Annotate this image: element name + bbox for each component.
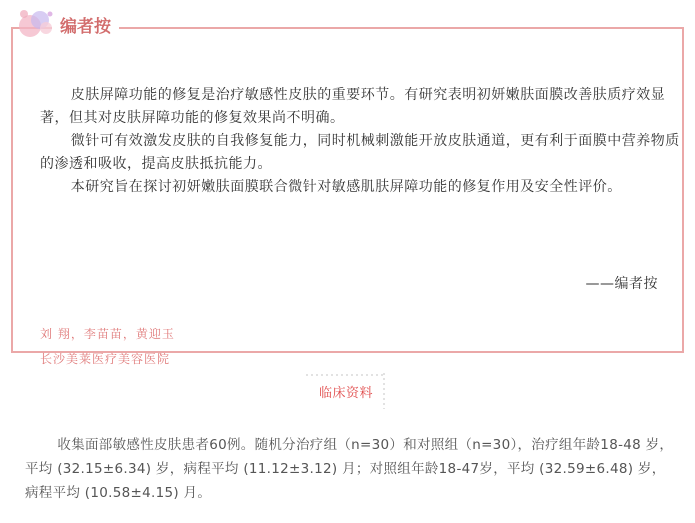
section-heading (300, 373, 392, 409)
editor-note-box (11, 27, 684, 366)
editor-note-body (40, 84, 682, 199)
clinical-paragraph: 收集面部敏感性皮肤患者60例。随机分治疗组（n=30）和对照组（n=30），治疗组年龄18-48 岁，平均 (32.15±6.34) 岁，病程平均 (11.12±3.12) 月；对照组年龄18-47岁，平均 (32.59±6.48) 岁，病程平均 (10.58±4.15) 月。 (25, 437, 674, 501)
editor-note-paragraph: 皮肤屏障功能的修复是治疗敏感性皮肤的重要环节。有研究表明初妍嫩肤面膜改善肤质疗效显著，但其对皮肤屏障功能的修复效果尚不明确。 (40, 87, 666, 126)
institution-name: 长沙美莱医疗美容医院 (40, 352, 171, 366)
author-list: 刘 翔，李苗苗，黄迎玉 (40, 327, 175, 341)
clinical-data-body (25, 433, 677, 505)
section-heading-label: 临床资料 (318, 386, 373, 401)
editor-signature: ——编者按 (585, 276, 658, 292)
editor-note-title: 编者按 (52, 16, 119, 38)
editor-note-paragraph: 本研究旨在探讨初妍嫩肤面膜联合微针对敏感肌肤屏障功能的修复作用及安全性评价。 (70, 179, 622, 195)
editor-note-paragraph: 微针可有效激发皮肤的自我修复能力，同时机械刺激能开放皮肤通道，更有利于面膜中营养物质的渗透和吸收，提高皮肤抵抗能力。 (40, 133, 680, 172)
